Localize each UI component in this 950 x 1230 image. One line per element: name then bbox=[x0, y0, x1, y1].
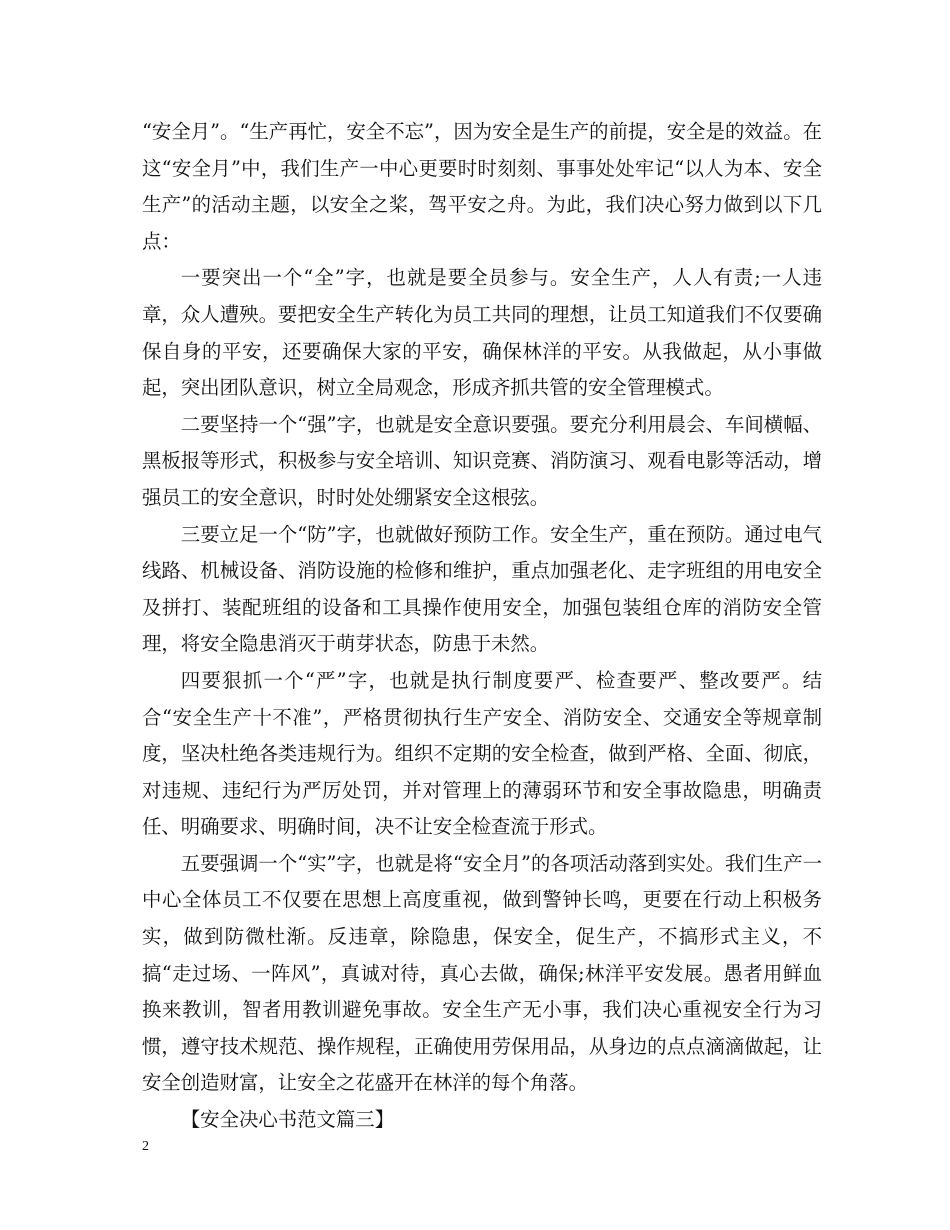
paragraph-point-four: 四要狠抓一个“严”字，也就是执行制度要严、检查要严、整改要严。结合“安全生产十不准”，严格贯彻执行生产安全、消防安全、交通安全等规章制度，坚决杜绝各类违规行为。组织不定期的安全检查，做到严格、全面、彻底，对违规、违纪行为严厉处罚，并对管理上的薄弱环节和安全事故隐患，明确责任、明确要求、明确时间，决不让安全检查流于形式。 bbox=[142, 668, 822, 839]
paragraph-point-two: 二要坚持一个“强”字，也就是安全意识要强。要充分利用晨会、车间横幅、黑板报等形式，积极参与安全培训、知识竞赛、消防演习、观看电影等活动，增强员工的安全意识，时时处处绷紧安全这根弦。 bbox=[142, 412, 822, 509]
document-body bbox=[142, 114, 822, 1139]
paragraph-point-three: 三要立足一个“防”字，也就做好预防工作。安全生产，重在预防。通过电气线路、机械设备、消防设施的检修和维护，重点加强老化、走字班组的用电安全及拼打、装配班组的设备和工具操作使用安全，加强包装组仓库的消防安全管理，将安全隐患消灭于萌芽状态，防患于未然。 bbox=[142, 522, 822, 656]
paragraph-point-five: 五要强调一个“实”字，也就是将“安全月”的各项活动落到实处。我们生产一中心全体员工不仅要在思想上高度重视，做到警钟长鸣，更要在行动上积极务实，做到防微杜渐。反违章，除隐患，保安全，促生产，不搞形式主义，不搞“走过场、一阵风”，真诚对待，真心去做，确保;林洋平安发展。愚者用鲜血换来教训，智者用教训避免事故。安全生产无小事，我们决心重视安全行为习惯，遵守技术规范、操作规程，正确使用劳保用品，从身边的点点滴滴做起，让安全创造财富，让安全之花盛开在林洋的每个角落。 bbox=[142, 851, 822, 1095]
page-number: 2 bbox=[142, 1139, 149, 1154]
paragraph-continuation: “安全月”。“生产再忙，安全不忘”，因为安全是生产的前提，安全是的效益。在这“安全月”中，我们生产一中心更要时时刻刻、事事处处牢记“以人为本、安全生产”的活动主题，以安全之桨，驾平安之舟。为此，我们决心努力做到以下几点： bbox=[142, 120, 822, 253]
section-heading: 【安全决心书范文篇三】 bbox=[180, 1108, 395, 1132]
paragraph-point-one: 一要突出一个“全”字，也就是要全员参与。安全生产，人人有责;一人违章，众人遭殃。要把安全生产转化为员工共同的理想，让员工知道我们不仅要确保自身的平安，还要确保大家的平安，确保林洋的平安。从我做起，从小事做起，突出团队意识，树立全局观念，形成齐抓共管的安全管理模式。 bbox=[142, 266, 822, 400]
